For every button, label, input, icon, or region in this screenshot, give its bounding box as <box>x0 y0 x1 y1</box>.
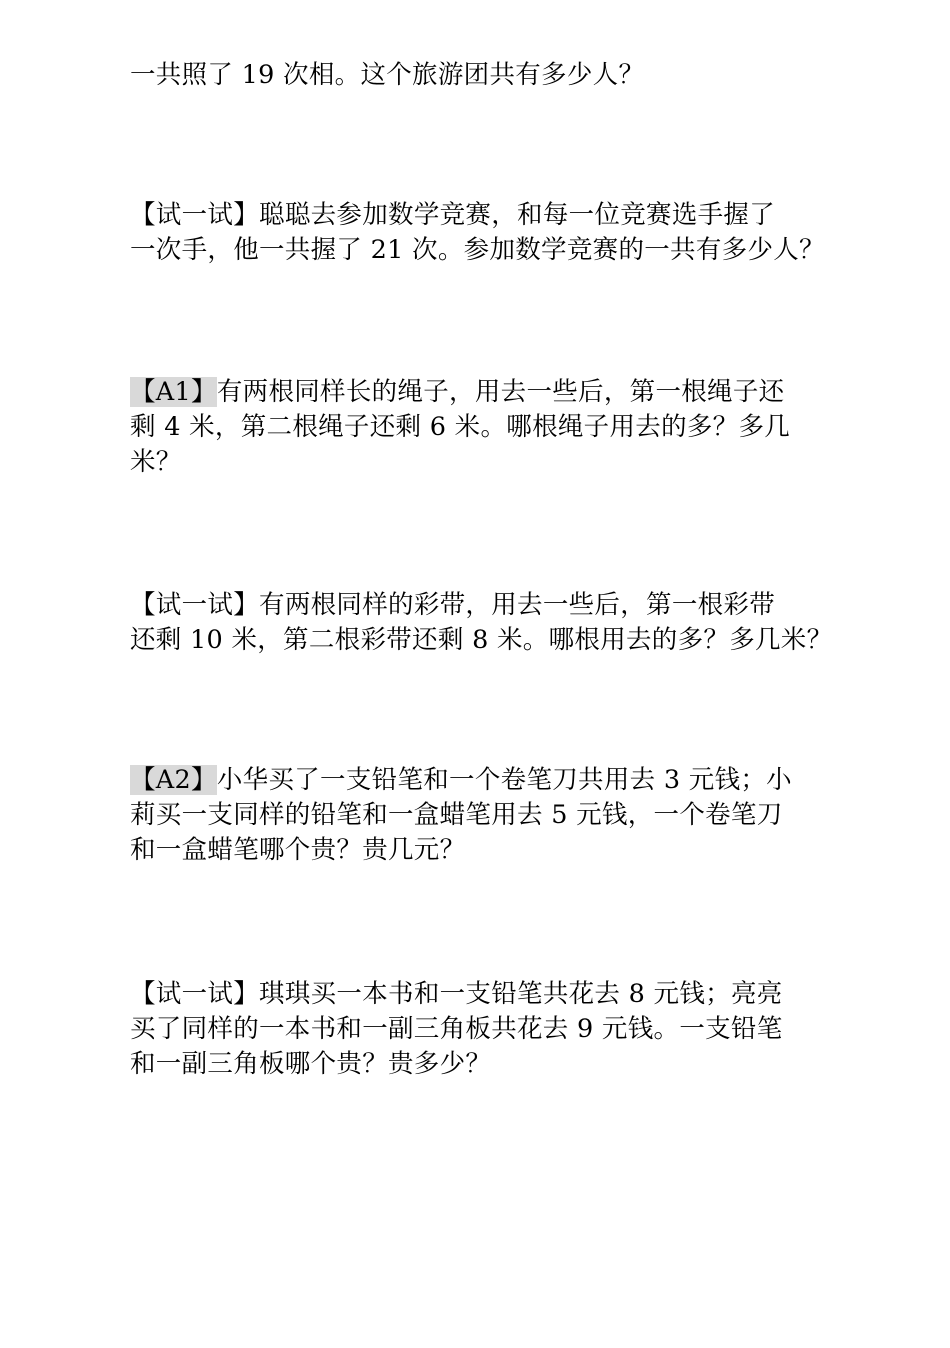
intro-problem-text <box>130 58 830 93</box>
try-it-tag: 【试一试】 <box>130 200 260 230</box>
a2-tag: 【A2】 <box>130 765 217 795</box>
try-it-problem-3 <box>130 977 830 1082</box>
try-it-tag: 【试一试】 <box>130 979 260 1009</box>
intro-line-1: 一共照了 19 次相。这个旅游团共有多少人？ <box>130 60 645 90</box>
try3-line-2: 买了同样的一本书和一副三角板共花去 9 元钱。一支铅笔 <box>130 1014 783 1044</box>
a2-line-2: 莉买一支同样的铅笔和一盒蜡笔用去 5 元钱，一个卷笔刀 <box>130 800 783 830</box>
try3-line-3: 和一副三角板哪个贵？贵多少？ <box>130 1049 492 1079</box>
try3-line-1: 琪琪买一本书和一支铅笔共花去 8 元钱；亮亮 <box>259 979 783 1009</box>
try2-line-1: 有两根同样的彩带，用去一些后，第一根彩带 <box>259 590 776 620</box>
a1-tag: 【A1】 <box>130 377 217 407</box>
try-it-tag: 【试一试】 <box>130 590 260 620</box>
problem-a1 <box>130 375 830 480</box>
a1-line-2: 剩 4 米，第二根绳子还剩 6 米。哪根绳子用去的多？多几 <box>130 412 791 442</box>
try1-line-1: 聪聪去参加数学竞赛，和每一位竞赛选手握了 <box>259 200 776 230</box>
a1-line-3: 米？ <box>130 447 182 477</box>
problem-a2 <box>130 763 830 868</box>
try-it-problem-2 <box>130 588 833 658</box>
a2-line-1: 小华买了一支铅笔和一个卷笔刀共用去 3 元钱；小 <box>216 765 792 795</box>
a2-line-3: 和一盒蜡笔哪个贵？贵几元？ <box>130 835 466 865</box>
try2-line-2: 还剩 10 米，第二根彩带还剩 8 米。哪根用去的多？多几米？ <box>130 625 833 655</box>
a1-line-1: 有两根同样长的绳子，用去一些后，第一根绳子还 <box>216 377 785 407</box>
try1-line-2: 一次手，他一共握了 21 次。参加数学竞赛的一共有多少人？ <box>130 235 825 265</box>
try-it-problem-1 <box>130 198 830 268</box>
